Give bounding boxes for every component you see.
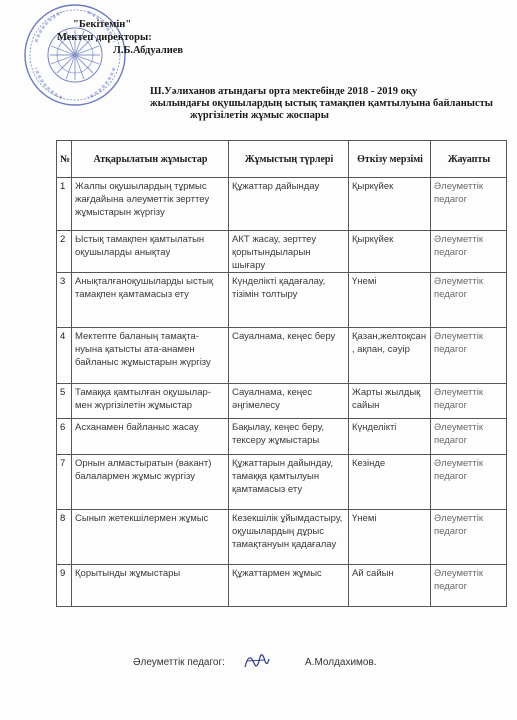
row-task: Мектепте баланың тамақта-нуына қатысты ата-анамен байланыс жұмыстарын жүргізу <box>72 328 229 384</box>
title-line-1: Ш.Уәлиханов атындағы орта мектебінде 2018 - 2019 оқу <box>150 86 418 97</box>
document-title <box>150 86 493 122</box>
row-task: Анықталғаноқушыларды ыстық тамақпен қамтамасыз ету <box>72 273 229 328</box>
footer-role: Әлеуметтік педагог: <box>133 657 225 668</box>
row-task: Сынып жетекшілермен жұмыс <box>72 510 229 565</box>
row-type: АКТ жасау, зерттеу қорытындыларын шығару <box>229 231 349 273</box>
row-number: 8 <box>57 510 72 565</box>
table-row <box>57 510 507 565</box>
row-term: Жарты жылдық сайын <box>349 384 431 419</box>
handwritten-signature <box>241 649 271 673</box>
row-type: Құжаттарын дайындау, тамаққа қамтылуын қамтамасыз ету <box>229 455 349 510</box>
approval-position: Мектеп директоры: <box>57 32 152 43</box>
approval-block <box>57 18 183 57</box>
header-type: Жұмыстың түрлері <box>229 141 349 178</box>
work-plan-table <box>56 140 507 607</box>
table-row <box>57 565 507 607</box>
table-header-row <box>57 141 507 178</box>
table-row <box>57 384 507 419</box>
header-task: Атқарылатын жұмыстар <box>72 141 229 178</box>
row-responsible: Әлеуметтік педагог <box>431 178 507 231</box>
table-row <box>57 419 507 455</box>
row-number: 5 <box>57 384 72 419</box>
row-responsible: Әлеуметтік педагог <box>431 231 507 273</box>
header-number: № <box>57 141 72 178</box>
row-number: 2 <box>57 231 72 273</box>
table-row <box>57 178 507 231</box>
row-term: Кезінде <box>349 455 431 510</box>
approval-heading: "Бекітемін" <box>73 19 132 30</box>
row-responsible: Әлеуметтік педагог <box>431 455 507 510</box>
row-term: Ай сайын <box>349 565 431 607</box>
title-line-2: жылындағы оқушылардың ыстық тамақпен қамтылуына байланысты <box>150 98 493 109</box>
row-number: 1 <box>57 178 72 231</box>
row-responsible: Әлеуметтік педагог <box>431 328 507 384</box>
row-responsible: Әлеуметтік педагог <box>431 565 507 607</box>
row-term: Қыркүйек <box>349 231 431 273</box>
row-type: Құжаттармен жұмыс <box>229 565 349 607</box>
row-type: Сауалнама, кеңес беру <box>229 328 349 384</box>
row-type: Кезекшілік ұйымдастыру, оқушылардың дұрыс тамақтануын қадағалау <box>229 510 349 565</box>
row-responsible: Әлеуметтік педагог <box>431 384 507 419</box>
row-term: Қазан,желтоқсан, ақпан, сәуір <box>349 328 431 384</box>
row-task: Асханамен байланыс жасау <box>72 419 229 455</box>
row-term: Үнемі <box>349 510 431 565</box>
row-task: Орнын алмастыратын (вакант) балалармен жұмыс жүргізу <box>72 455 229 510</box>
title-line-3: жүргізілетін жұмыс жоспары <box>190 110 329 121</box>
row-number: 7 <box>57 455 72 510</box>
row-term: Қыркүйек <box>349 178 431 231</box>
row-number: 9 <box>57 565 72 607</box>
table-row <box>57 273 507 328</box>
row-term: Үнемі <box>349 273 431 328</box>
footer-name: А.Молдахимов. <box>305 657 377 668</box>
row-responsible: Әлеуметтік педагог <box>431 419 507 455</box>
row-type: Құжаттар дайындау <box>229 178 349 231</box>
row-responsible: Әлеуметтік педагог <box>431 510 507 565</box>
header-term: Өткізу мерзімі <box>349 141 431 178</box>
row-type: Күнделікті қадағалау, тізімін толтыру <box>229 273 349 328</box>
table-row <box>57 231 507 273</box>
row-task: Тамаққа қамтылған оқушылар-мен жүргізілетін жұмыстар <box>72 384 229 419</box>
row-task: Ыстық тамақпен қамтылатын оқушыларды анықтау <box>72 231 229 273</box>
approval-signatory: Л.Б.Абдуалиев <box>113 45 184 56</box>
row-number: 3 <box>57 273 72 328</box>
row-number: 6 <box>57 419 72 455</box>
table-row <box>57 455 507 510</box>
row-term: Күнделікті <box>349 419 431 455</box>
row-task: Қорытынды жұмыстары <box>72 565 229 607</box>
header-responsible: Жауапты <box>431 141 507 178</box>
row-responsible: Әлеуметтік педагог <box>431 273 507 328</box>
row-number: 4 <box>57 328 72 384</box>
table-row <box>57 328 507 384</box>
row-type: Бақылау, кеңес беру, тексеру жұмыстары <box>229 419 349 455</box>
row-task: Жалпы оқушылардың тұрмыс жағдайына әлеуметтік зерттеу жұмыстарын жүргізу <box>72 178 229 231</box>
row-type: Сауалнама, кеңес әңгімелесу <box>229 384 349 419</box>
